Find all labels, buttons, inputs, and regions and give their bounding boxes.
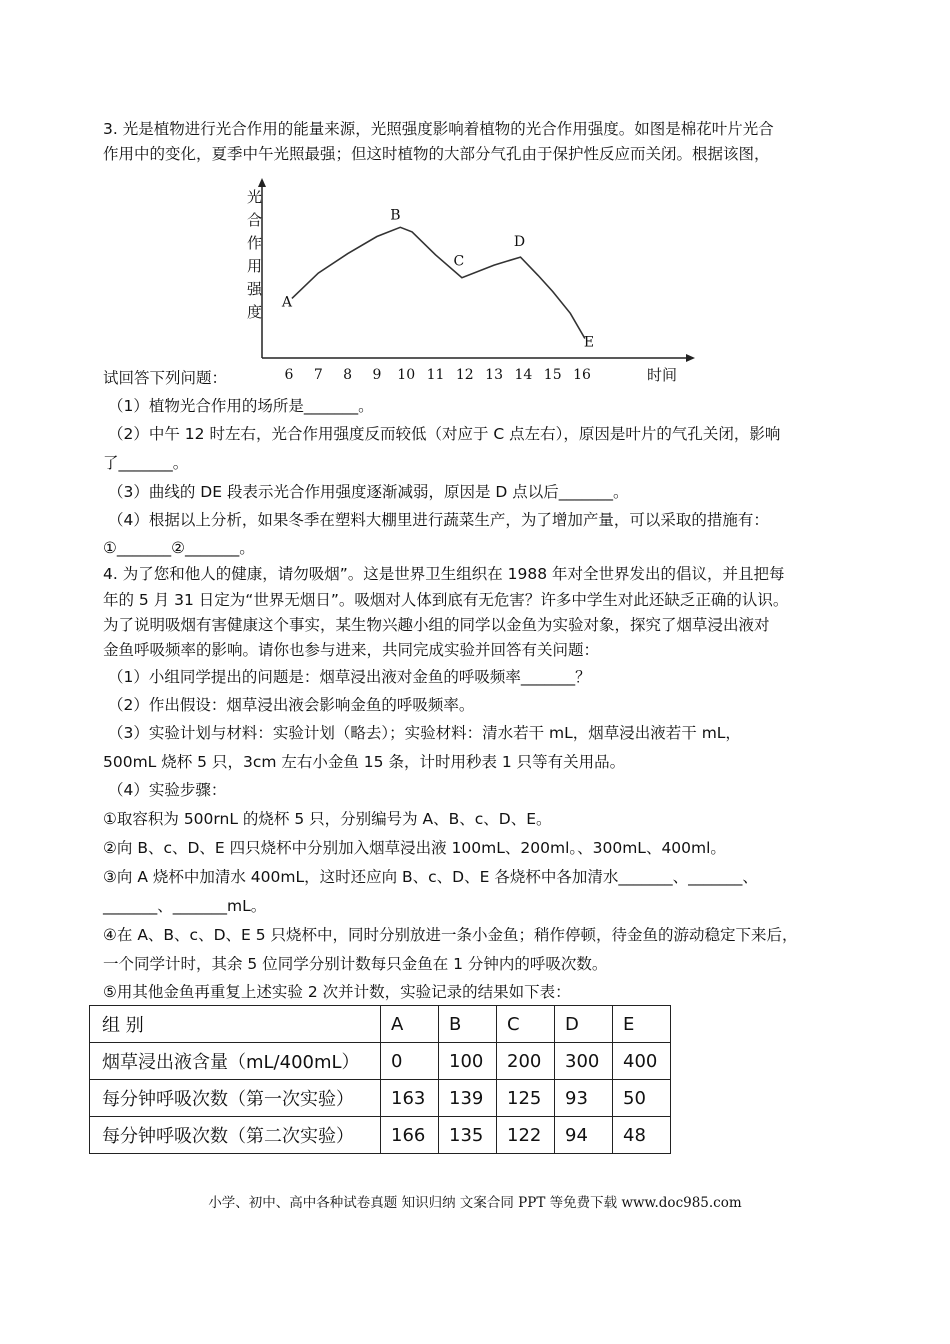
- table-cell: 每分钟呼吸次数（第二次实验）: [90, 1117, 381, 1154]
- q4-step-3-line-2: _______、_______mL。: [103, 897, 267, 915]
- y-label-char: 作: [247, 234, 263, 252]
- x-tick-label: 11: [426, 367, 445, 383]
- table-cell: 166: [381, 1117, 439, 1154]
- photosynthesis-curve: [292, 227, 585, 338]
- q4-sub3-line-2: 500mL 烧杯 5 只，3cm 左右小金鱼 15 条，计时用秒表 1 只等有关用品。: [103, 753, 626, 771]
- q4-step-3-line-1: ③向 A 烧杯中加清水 400mL，这时还应向 B、c、D、E 各烧杯中各加清水_______、_______、: [103, 868, 758, 886]
- table-cell: 50: [613, 1080, 671, 1117]
- table-cell: 组 别: [90, 1006, 381, 1043]
- q3-sub1: （1）植物光合作用的场所是_______。: [108, 397, 374, 415]
- table-cell: E: [613, 1006, 671, 1043]
- table-cell: 每分钟呼吸次数（第一次实验）: [90, 1080, 381, 1117]
- q4-step-4-line-2: 一个同学计时，其余 5 位同学分别计数每只金鱼在 1 分钟内的呼吸次数。: [103, 955, 608, 973]
- q4-intro-line-4: 金鱼呼吸频率的影响。请你也参与进来，共同完成实验并回答有关问题：: [103, 641, 600, 659]
- table-cell: 163: [381, 1080, 439, 1117]
- q4-intro-line-1: 4. 为了您和他人的健康，请勿吸烟”。这是世界卫生组织在 1988 年对全世界发出的倡议，并且把每: [103, 565, 785, 583]
- q4-intro-line-3: 为了说明吸烟有害健康这个事实，某生物兴趣小组的同学以金鱼为实验对象，探究了烟草浸出液对: [103, 616, 770, 634]
- x-axis-arrow: [686, 354, 695, 362]
- x-axis-label: 时间: [647, 366, 678, 384]
- q3-intro-line-2: 作用中的变化，夏季中午光照最强；但这时植物的大部分气孔由于保护性反应而关闭。根据该图，: [103, 145, 770, 163]
- q3-sub4-line-2: ①_______②_______。: [103, 539, 255, 557]
- q3-sub2-line-1: （2）中午 12 时左右，光合作用强度反而较低（对应于 C 点左右），原因是叶片的气孔关闭，影响: [108, 425, 781, 443]
- point-label-A: A: [281, 294, 292, 311]
- q4-sub3-line-1: （3）实验计划与材料：实验计划（略去）；实验材料：清水若干 mL，烟草浸出液若干 mL，: [108, 724, 741, 742]
- table-cell: C: [497, 1006, 555, 1043]
- table-cell: B: [439, 1006, 497, 1043]
- q4-sub2: （2）作出假设：烟草浸出液会影响金鱼的呼吸频率。: [108, 696, 475, 714]
- x-tick-label: 14: [514, 367, 533, 383]
- q3-sub3: （3）曲线的 DE 段表示光合作用强度逐渐减弱，原因是 D 点以后_______。: [108, 483, 629, 501]
- table-row: [90, 1080, 671, 1117]
- x-tick-label: 8: [343, 367, 353, 383]
- x-tick-label: 16: [573, 367, 591, 383]
- x-tick-label: 12: [455, 367, 474, 383]
- table-cell: 125: [497, 1080, 555, 1117]
- x-tick-label: 9: [372, 367, 382, 383]
- y-label-char: 用: [247, 257, 263, 275]
- y-axis-label: [247, 188, 263, 321]
- x-tick-label: 15: [543, 367, 562, 383]
- table-cell: A: [381, 1006, 439, 1043]
- table-cell: 139: [439, 1080, 497, 1117]
- q4-sub4: （4）实验步骤：: [108, 781, 227, 799]
- table-cell: D: [555, 1006, 613, 1043]
- y-axis-arrow: [258, 178, 266, 187]
- table-cell: 94: [555, 1117, 613, 1154]
- table-cell: 48: [613, 1117, 671, 1154]
- y-label-char: 合: [247, 211, 263, 229]
- point-label-C: C: [453, 253, 465, 270]
- table-cell: 100: [439, 1043, 497, 1080]
- y-label-char: 强: [247, 280, 263, 298]
- table-cell: 0: [381, 1043, 439, 1080]
- table-cell: 93: [555, 1080, 613, 1117]
- point-label-D: D: [513, 234, 526, 251]
- q4-sub1: （1）小组同学提出的问题是：烟草浸出液对金鱼的呼吸频率_______？: [108, 668, 591, 686]
- q3-prompt: 试回答下列问题：: [103, 369, 228, 387]
- q4-intro-line-2: 年的 5 月 31 日定为“世界无烟日”。吸烟对人体到底有无危害？许多中学生对此还缺乏正确的认识。: [103, 591, 789, 609]
- photosynthesis-chart: [225, 178, 705, 388]
- x-tick-label: 10: [397, 367, 416, 383]
- y-label-char: 度: [247, 303, 263, 321]
- table-cell: 烟草浸出液含量（mL/400mL）: [90, 1043, 381, 1080]
- footer-text: 小学、初中、高中各种试卷真题 知识归纳 文案合同 PPT 等免费下载 www.doc985.com: [208, 1195, 742, 1211]
- q4-step-5: ⑤用其他金鱼再重复上述实验 2 次并计数，实验记录的结果如下表：: [103, 983, 571, 1001]
- results-table: [89, 1005, 671, 1154]
- table-cell: 135: [439, 1117, 497, 1154]
- x-tick-label: 13: [485, 367, 504, 383]
- q4-step-2: ②向 B、c、D、E 四只烧杯中分别加入烟草浸出液 100mL、200ml。、300mL、400ml。: [103, 839, 726, 857]
- point-label-E: E: [583, 334, 595, 351]
- q4-step-1: ①取容积为 500rnL 的烧杯 5 只，分别编号为 A、B、c、D、E。: [103, 810, 552, 828]
- table-cell: 122: [497, 1117, 555, 1154]
- x-tick-label: 7: [313, 367, 323, 383]
- table-cell: 300: [555, 1043, 613, 1080]
- x-tick-label: 6: [284, 367, 294, 383]
- table-cell: 400: [613, 1043, 671, 1080]
- q4-step-4-line-1: ④在 A、B、c、D、E 5 只烧杯中，同时分别放进一条小金鱼；稍作停顿，待金鱼的游动稳定下来后，: [103, 926, 798, 944]
- table-cell: 200: [497, 1043, 555, 1080]
- table-row: [90, 1117, 671, 1154]
- point-label-B: B: [390, 207, 401, 224]
- table-row: [90, 1043, 671, 1080]
- y-label-char: 光: [247, 188, 263, 206]
- q3-sub4-line-1: （4）根据以上分析，如果冬季在塑料大棚里进行蔬菜生产，为了增加产量，可以采取的措施有：: [108, 511, 769, 529]
- q3-sub2-line-2: 了_______。: [103, 454, 189, 472]
- table-header-row: [90, 1006, 671, 1043]
- q3-intro-line-1: 3. 光是植物进行光合作用的能量来源，光照强度影响着植物的光合作用强度。如图是棉花叶片光合: [103, 120, 774, 138]
